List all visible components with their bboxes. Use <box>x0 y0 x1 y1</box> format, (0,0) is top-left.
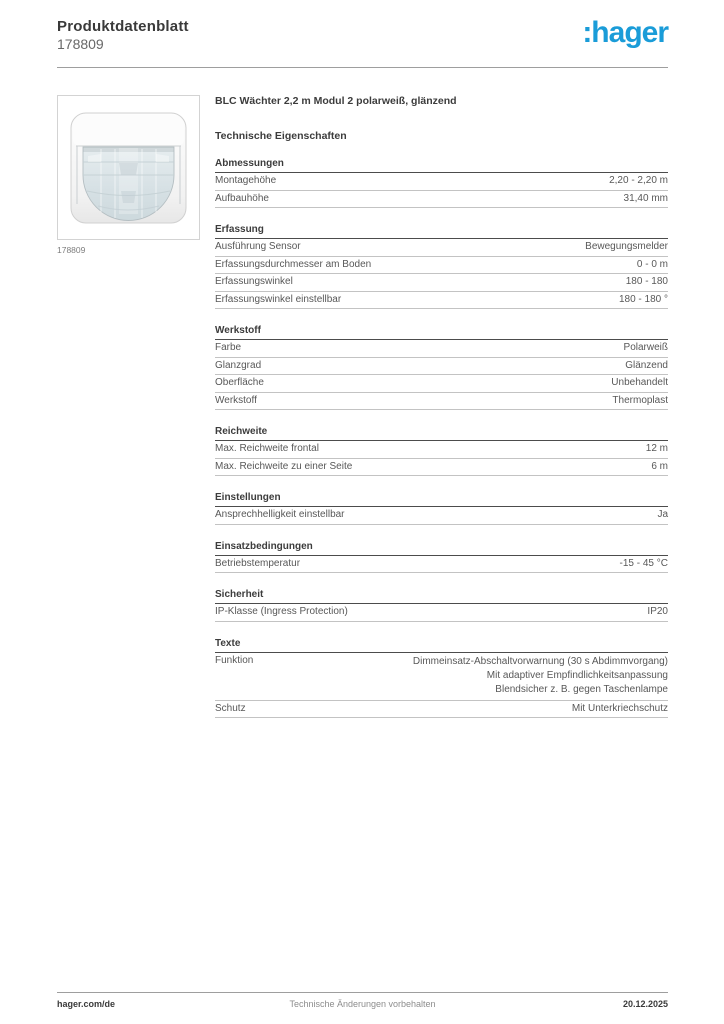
spec-label: Max. Reichweite zu einer Seite <box>215 460 353 472</box>
spec-section-title: Texte <box>215 638 668 653</box>
spec-section <box>215 158 668 208</box>
header-divider <box>57 67 668 68</box>
spec-label: Farbe <box>215 342 242 353</box>
footer-website-link[interactable]: hager.com/de <box>57 999 116 1009</box>
spec-row <box>215 274 668 292</box>
spec-value: 6 m <box>651 460 668 472</box>
spec-label: Betriebstemperatur <box>215 557 301 569</box>
spec-section <box>215 541 668 574</box>
spec-value: Ja <box>657 509 668 520</box>
spec-label: IP-Klasse (Ingress Protection) <box>215 606 348 617</box>
footer-date: 20.12.2025 <box>622 999 668 1009</box>
spec-label: Funktion <box>215 654 254 666</box>
spec-section-title: Sicherheit <box>215 589 668 604</box>
spec-value-line: Dimmeinsatz-Abschaltvorwarnung (30 s Abdimmvorgang) <box>412 655 668 667</box>
spec-label: Max. Reichweite frontal <box>215 443 319 454</box>
spec-row <box>215 173 668 191</box>
spec-value: 2,20 - 2,20 m <box>609 175 668 186</box>
spec-label: Ansprechhelligkeit einstellbar <box>215 509 345 520</box>
spec-section <box>215 589 668 622</box>
footer-notice: Technische Änderungen vorbehalten <box>289 999 436 1009</box>
spec-row <box>215 358 668 376</box>
spec-row <box>215 239 668 257</box>
document-product-number: 178809 <box>57 36 104 52</box>
spec-section <box>215 325 668 410</box>
spec-label: Glanzgrad <box>215 359 262 371</box>
spec-value-line: Blendsicher z. B. gegen Taschenlampe <box>495 683 668 695</box>
spec-value: Unbehandelt <box>611 377 668 388</box>
spec-row <box>215 191 668 209</box>
spec-row <box>215 556 668 574</box>
spec-value: Mit Unterkriechschutz <box>571 702 668 714</box>
spec-section-title: Einsatzbedingungen <box>215 541 668 556</box>
spec-row <box>215 257 668 275</box>
spec-value: 180 - 180 <box>625 276 668 287</box>
spec-label: Schutz <box>215 702 246 714</box>
page-header <box>57 17 668 53</box>
spec-label: Oberfläche <box>215 377 264 388</box>
spec-label: Erfassungsdurchmesser am Boden <box>215 258 372 270</box>
spec-section <box>215 426 668 476</box>
spec-value: Bewegungsmelder <box>585 241 668 252</box>
product-title: BLC Wächter 2,2 m Modul 2 polarweiß, glänzend <box>215 95 457 107</box>
spec-section-title: Erfassung <box>215 224 668 239</box>
spec-label: Erfassungswinkel <box>215 276 293 287</box>
spec-row <box>215 507 668 525</box>
spec-section-title: Werkstoff <box>215 325 668 340</box>
product-image <box>57 95 200 240</box>
spec-value: 31,40 mm <box>623 192 668 204</box>
spec-value <box>413 655 668 697</box>
spec-row <box>215 393 668 411</box>
spec-value: Glänzend <box>625 359 668 371</box>
page-footer <box>57 999 668 1011</box>
header-title-block <box>57 17 189 53</box>
spec-row <box>215 375 668 393</box>
spec-label: Werkstoff <box>215 394 257 406</box>
spec-value: Thermoplast <box>612 394 668 406</box>
spec-value: Polarweiß <box>623 342 668 353</box>
spec-section-title: Reichweite <box>215 426 668 441</box>
spec-label: Aufbauhöhe <box>215 192 269 204</box>
product-image-caption: 178809 <box>57 245 86 255</box>
motion-detector-illustration <box>58 96 199 239</box>
spec-section <box>215 638 668 719</box>
spec-label: Erfassungswinkel einstellbar <box>215 293 342 305</box>
hager-logo: :hager <box>582 16 668 49</box>
spec-value: 12 m <box>645 443 668 454</box>
spec-section-title: Abmessungen <box>215 158 668 173</box>
product-image-column <box>57 95 201 255</box>
spec-label: Ausführung Sensor <box>215 241 301 252</box>
spec-section-title: Einstellungen <box>215 492 668 507</box>
spec-row <box>215 653 668 701</box>
spec-label: Montagehöhe <box>215 175 277 186</box>
main-content <box>57 95 668 718</box>
spec-value: 0 - 0 m <box>636 258 668 270</box>
footer-divider <box>57 992 668 993</box>
document-title: Produktdatenblatt <box>57 18 189 35</box>
spec-section <box>215 492 668 525</box>
spec-row <box>215 441 668 459</box>
spec-row <box>215 459 668 477</box>
spec-row <box>215 701 668 719</box>
spec-row <box>215 604 668 622</box>
spec-column <box>215 95 668 718</box>
spec-row <box>215 340 668 358</box>
technical-properties-heading: Technische Eigenschaften <box>215 130 347 142</box>
spec-sections <box>215 158 668 718</box>
spec-section <box>215 224 668 309</box>
spec-value: 180 - 180 ° <box>618 293 668 305</box>
spec-row <box>215 292 668 310</box>
spec-value: IP20 <box>647 606 668 617</box>
spec-value: -15 - 45 °C <box>619 557 668 569</box>
spec-value-line: Mit adaptiver Empfindlichkeitsanpassung <box>486 669 668 681</box>
